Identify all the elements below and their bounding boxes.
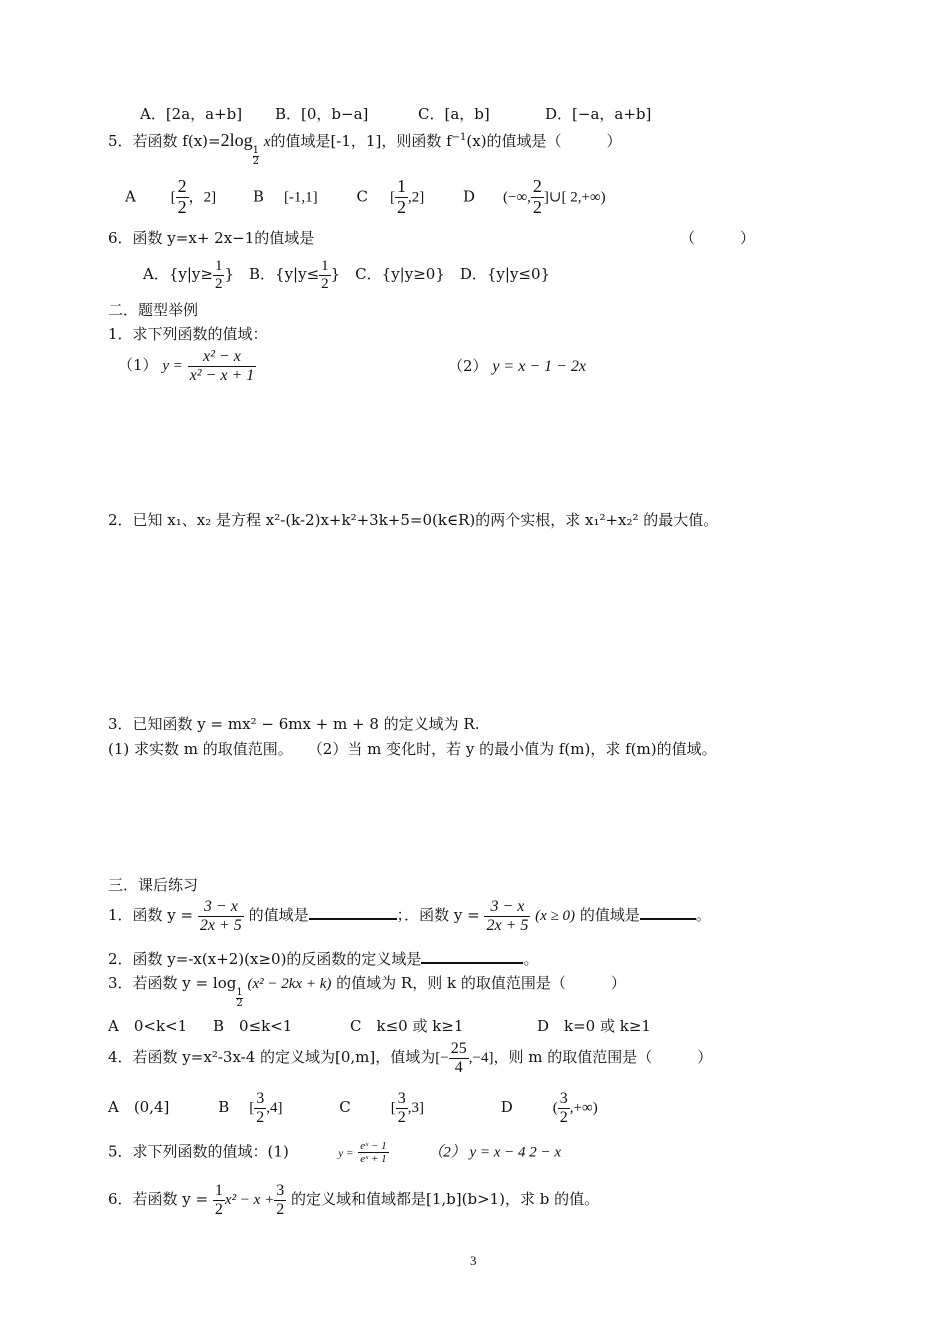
section2-p1-1: （1） y = $\frac{\text{x² − x}}{\text{x² − x + 1}}$ xyxy=(118,348,255,384)
section3-p3-option-b: B 0≤k<1 xyxy=(213,1017,293,1035)
q6-stem: 6．函数 y=x+ 2x−1的值域是 xyxy=(108,229,315,247)
q5-stem: 5．若函数 f(x)=2log $\frac{1}{2}$ x的值域是[-1，1]，则函数 $f^{-1}(x)$的值域是（ ） xyxy=(108,130,622,167)
section3-title: 三．课后练习 xyxy=(108,876,199,894)
section3-p3: 3．若函数 y = log $\frac{1}{2}$ (x² − 2kx + k) 的值域为 R，则 k 的取值范围是（ ） xyxy=(108,974,626,1009)
section3-p3-option-c: C k≤0 或 k≥1 xyxy=(350,1017,464,1035)
q4-option-c: C．[a，b] xyxy=(418,105,490,123)
section3-p5: 5．求下列函数的值域：(1) y = $\frac{\text{eˣ − 1}}{\text{eˣ + 1}}$ （2） y = x − 4 2 − x xyxy=(108,1140,562,1166)
section3-p3-option-d: D k=0 或 k≥1 xyxy=(537,1017,651,1035)
section3-p2: 2．函数 y=-x(x+2)(x≥0)的反函数的定义域是 。 xyxy=(108,950,539,968)
section2-p3-a: 3．已知函数 y = mx² − 6mx + m + 8 的定义域为 R. xyxy=(108,715,480,733)
section2-p1: 1．求下列函数的值域： xyxy=(108,325,268,343)
section3-p1: 1．函数 y = $\frac{3 - x}{2x + 5}$ 的值域是 ；．函数 y = $\frac{3 - x}{2x + 5}$ (x ≥ 0) 的值域是 。 xyxy=(108,898,711,934)
section3-p6: 6．若函数 y = $\frac{1}{2}$ x² − x + $\frac{3}{2}$ 的定义域和值域都是[1,b](b>1)，求 b 的值。 xyxy=(108,1182,600,1218)
section2-p3-b: (1) 求实数 m 的取值范围。 （2）当 m 变化时，若 y 的最小值为 f(m)，求 f(m)的值域。 xyxy=(108,740,717,758)
section3-p4-options: A (0,4] B [ $\frac{3}{2}$ ,4] C [ $\frac{3}{2}$ ,3] D ( $\frac{3}{2}$ ,+∞) xyxy=(108,1090,598,1126)
q5-options: A [ $\frac{2}{2}$ ，2] B [-1,1] C [ $\frac{1}{2}$ ,2] D (−∞, $\frac{2}{2}$ ]∪[ 2,+∞) xyxy=(125,176,606,217)
q4-option-b: B．[0，b−a] xyxy=(275,105,369,123)
section2-p1-2: （2） y = x − 1 − 2x xyxy=(448,357,587,375)
section3-p3-option-a: A 0<k<1 xyxy=(108,1017,188,1035)
q6-options: A．{y|y≥ $\frac{1}{2}$ } B．{y|y≤ $\frac{1}{2}$ } C．{y|y≥0} D．{y|y≤0} xyxy=(143,258,551,292)
q4-option-a: A．[2a，a+b] xyxy=(140,105,243,123)
section3-p4: 4．若函数 y=x²-3x-4 的定义域为[0,m]，值域为[− $\frac{25}{4}$ ,−4]，则 m 的取值范围是（ ） xyxy=(108,1040,713,1076)
q6-paren: （ ） xyxy=(680,229,756,247)
page-number: 3 xyxy=(470,1253,477,1268)
section2-title: 二．题型举例 xyxy=(108,301,199,319)
q4-option-d: D．[−a，a+b] xyxy=(545,105,652,123)
section2-p2: 2．已知 x₁、x₂ 是方程 x²-(k-2)x+k²+3k+5=0(k∈R)的两个实根，求 x₁²+x₂² 的最大值。 xyxy=(108,511,719,529)
